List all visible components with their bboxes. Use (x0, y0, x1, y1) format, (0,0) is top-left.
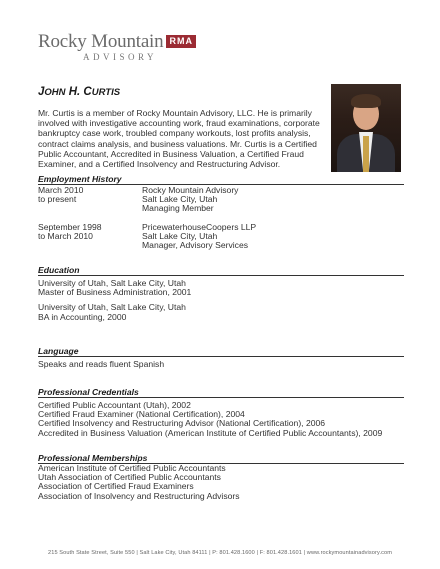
language-item: Speaks and reads fluent Spanish (38, 359, 165, 369)
job-entry (38, 186, 404, 216)
membership-item: Association of Insolvency and Restructuring Advisors (38, 490, 240, 501)
footer-contact: 215 South State Street, Suite 550 | Salt Lake City, Utah 84111 | P: 801.428.1600 | F: 801.428.1601 | www.rockymountainadvisory.com (48, 550, 392, 556)
job-location: Salt Lake City, Utah (142, 194, 218, 205)
profile-photo (331, 84, 401, 172)
job-role: Managing Member (142, 203, 214, 214)
job-entry (38, 223, 404, 253)
company-logo (38, 32, 196, 62)
credential-item: Certified Fraud Examiner (National Certification), 2004 (38, 409, 245, 420)
job-date-start: September 1998 (38, 222, 102, 232)
education-section (38, 265, 404, 322)
job-date-start: March 2010 (38, 185, 84, 195)
job-date-end: to March 2010 (38, 231, 93, 242)
logo-badge: RMA (166, 35, 196, 48)
job-role: Manager, Advisory Services (142, 240, 249, 251)
credential-item: Certified Insolvency and Restructuring Advisor (National Certification), 2006 (38, 418, 326, 429)
employment-title: Employment History (38, 174, 404, 185)
logo-name: Rocky Mountain (38, 31, 164, 52)
education-item: University of Utah, Salt Lake City, Utah (38, 278, 186, 288)
membership-item: American Institute of Certified Public Accountants (38, 463, 226, 473)
credentials-section (38, 387, 404, 438)
education-item: University of Utah, Salt Lake City, Utah (38, 302, 186, 313)
education-item: BA in Accounting, 2000 (38, 311, 127, 322)
employment-section (38, 174, 404, 185)
language-title: Language (38, 346, 404, 357)
job-location: Salt Lake City, Utah (142, 231, 218, 242)
job-company: PricewaterhouseCoopers LLP (142, 222, 257, 232)
memberships-title: Professional Memberships (38, 453, 404, 464)
education-title: Education (38, 265, 404, 276)
job-company: Rocky Mountain Advisory (142, 185, 239, 195)
memberships-section (38, 453, 404, 501)
credential-item: Accredited in Business Valuation (American Institute of Certified Public Accountants), 2009 (38, 427, 383, 438)
language-section (38, 346, 404, 369)
logo-subtitle: ADVISORY (83, 52, 158, 62)
education-item: Master of Business Administration, 2001 (38, 287, 192, 298)
job-date-end: to present (38, 194, 77, 205)
membership-item: Utah Association of Certified Public Accountants (38, 472, 221, 483)
membership-item: Association of Certified Fraud Examiners (38, 481, 194, 492)
summary-paragraph: Mr. Curtis is a member of Rocky Mountain Advisory, LLC. He is primarily involved with investigative accounting work, fraud examinations, corporate bankruptcy case work, troubled company workouts, lost profits analysis, contract claims analysis, and business valuations. Mr. Curtis is a Certified Public Accountant, Accredited in Business Valuation, a Certified Fraud Examiner, and a Certified Insolvency and Restructuring Advisor. (38, 108, 320, 170)
credential-item: Certified Public Accountant (Utah), 2002 (38, 400, 191, 410)
person-name: JOHN H. CURTIS (38, 86, 121, 98)
credentials-title: Professional Credentials (38, 387, 404, 398)
